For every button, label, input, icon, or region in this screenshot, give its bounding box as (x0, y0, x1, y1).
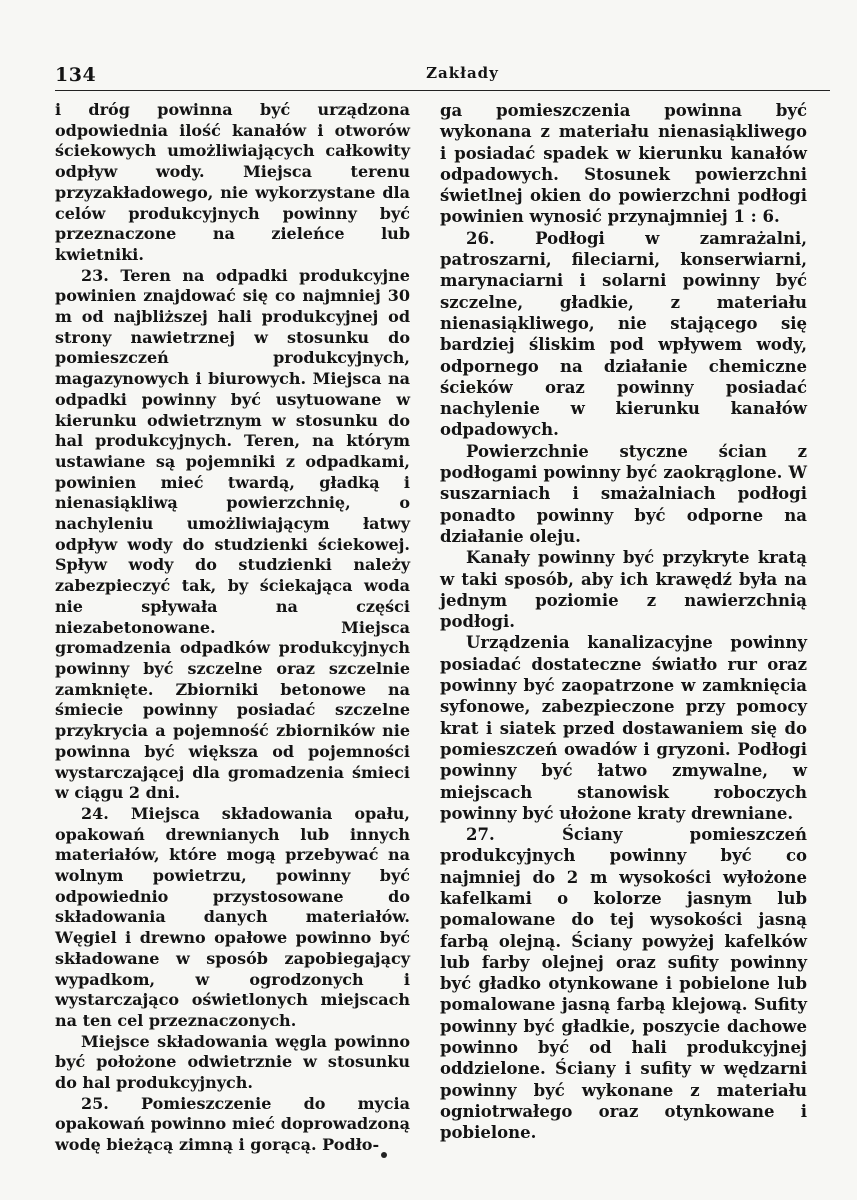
section-number: 25. (81, 1093, 109, 1113)
paragraph-text: Pomieszczenie do mycia opakowań powinno mieć doprowadzoną wodę bieżącą zimną i gorącą. Podło- (55, 1093, 410, 1155)
paragraph-text: Teren na odpadki produkcyjne powinien znajdować się co najmniej 30 m od najbliższej hali produkcyjnej od strony nawietrznej w stosunku do pomieszczeń produkcyjnych, magazynowych i biurowych. Miejsca na odpadki powinny być usytuowane w kierunku odwietrznym w stosunku do hal produkcyjnych. Teren, na którym ustawiane są pojemniki z odpadkami, powinien mieć twardą, gładką i nienasiąkliwą powierzchnię, o nachyleniu umożliwiającym łatwy odpływ wody do studzienki ściekowej. Spływ wody do studzienki należy zabezpieczyć tak, by ściekająca woda nie spływała na części niezabetonowane. Miejsca gromadzenia odpadków produkcyjnych powinny być szczelne oraz szczelnie zamknięte. Zbiorniki betonowe na śmiecie powinny posiadać szczelne przykrycia a pojemność zbiorników nie powinna być większa od pojemności wystarczającej dla gromadzenia śmieci w ciągu 2 dni. (55, 265, 410, 803)
paragraph: Kanały powinny być przykryte kratą w taki sposób, aby ich krawędź była na jednym poziomie z nawierzchnią podłogi. (440, 548, 807, 632)
paragraph: Powierzchnie styczne ścian z podłogami powinny być zaokrąglone. W suszarniach i smażalniach podłogi ponadto powinny być odporne na działanie oleju. (440, 441, 807, 546)
paragraph-text: Ściany pomieszczeń produkcyjnych powinny być co najmniej do 2 m wysokości wyłożone kafelkami o kolorze jasnym lub pomalowane do tej wysokości jasną farbą olejną. Ściany powyżej kafelków lub farby olejnej oraz sufity powinny być gładko otynkowane i pobielone lub pomalowane jasną farbą klejową. Sufity powinny być gładkie, poszycie dachowe powinno być od hali produkcyjnej oddzielone. Ściany i sufity w wędzarni powinny być wykonane z materiału ogniotrwałego oraz otynkowane i pobielone. (440, 825, 807, 1143)
header-rule (55, 90, 830, 91)
paragraph: Urządzenia kanalizacyjne powinny posiadać dostateczne światło rur oraz powinny być zaopatrzone w zamknięcia syfonowe, zabezpieczone przy pomocy krat i siatek przed dostawaniem się do pomieszczeń owadów i gryzoni. Podłogi powinny być łatwo zmywalne, w miejscach stanowisk roboczych powinny być ułożone kraty drewniane. (440, 633, 807, 823)
left-column (55, 100, 410, 1156)
paragraph: ga pomieszczenia powinna być wykonana z materiału nienasiąkliwego i posiadać spadek w kierunku kanałów odpadowych. Stosunek powierzchni świetlnej okien do powierzchni podłogi powinien wynosić przynajmniej 1 : 6. (440, 101, 807, 227)
paragraph-text: Podłogi w zamrażalni, patroszarni, fileciarni, konserwiarni, marynaciarni i solarni powinny być szczelne, gładkie, z materiału nienasiąkliwego, nie stającego się bardziej śliskim pod wpływem wody, odpornego na działanie chemiczne ścieków oraz powinny posiadać nachylenie w kierunku kanałów odpadowych. (440, 228, 807, 440)
paragraph-text: Miejsca składowania opału, opakowań drewnianych lub innych materiałów, które mogą przebywać na wolnym powietrzu, powinny być odpowiednio przystosowane do składowania danych materiałów. Węgiel i drewno opałowe powinno być składowane w sposób zapobiegający wypadkom, w ogrodzonych i wystarczająco oświetlonych miejscach na ten cel przeznaczonych. (55, 803, 410, 1030)
section-number: 26. (466, 228, 495, 248)
section-number: 27. (466, 825, 495, 845)
paragraph-26 (440, 228, 807, 441)
paragraph-24 (55, 804, 410, 1032)
paragraph-27 (440, 824, 807, 1143)
paragraph-25 (55, 1094, 410, 1156)
running-head: Zakłady (426, 64, 499, 82)
right-column (440, 100, 807, 1144)
paragraph-23 (55, 266, 410, 804)
paragraph: i dróg powinna być urządzona odpowiednia ilość kanałów i otworów ściekowych umożliwiających całkowity odpływ wody. Miejsca terenu przyzakładowego, nie wykorzystane dla celów produkcyjnych powinny być przeznaczone na zieleńce lub kwietniki. (55, 100, 410, 264)
page-number: 134 (55, 64, 97, 86)
page-header (55, 64, 830, 90)
section-number: 23. (81, 265, 109, 285)
section-number: 24. (81, 803, 109, 823)
paragraph: Miejsce składowania węgla powinno być położone odwietrznie w stosunku do hal produkcyjnych. (55, 1031, 410, 1093)
print-dot (381, 1152, 387, 1158)
